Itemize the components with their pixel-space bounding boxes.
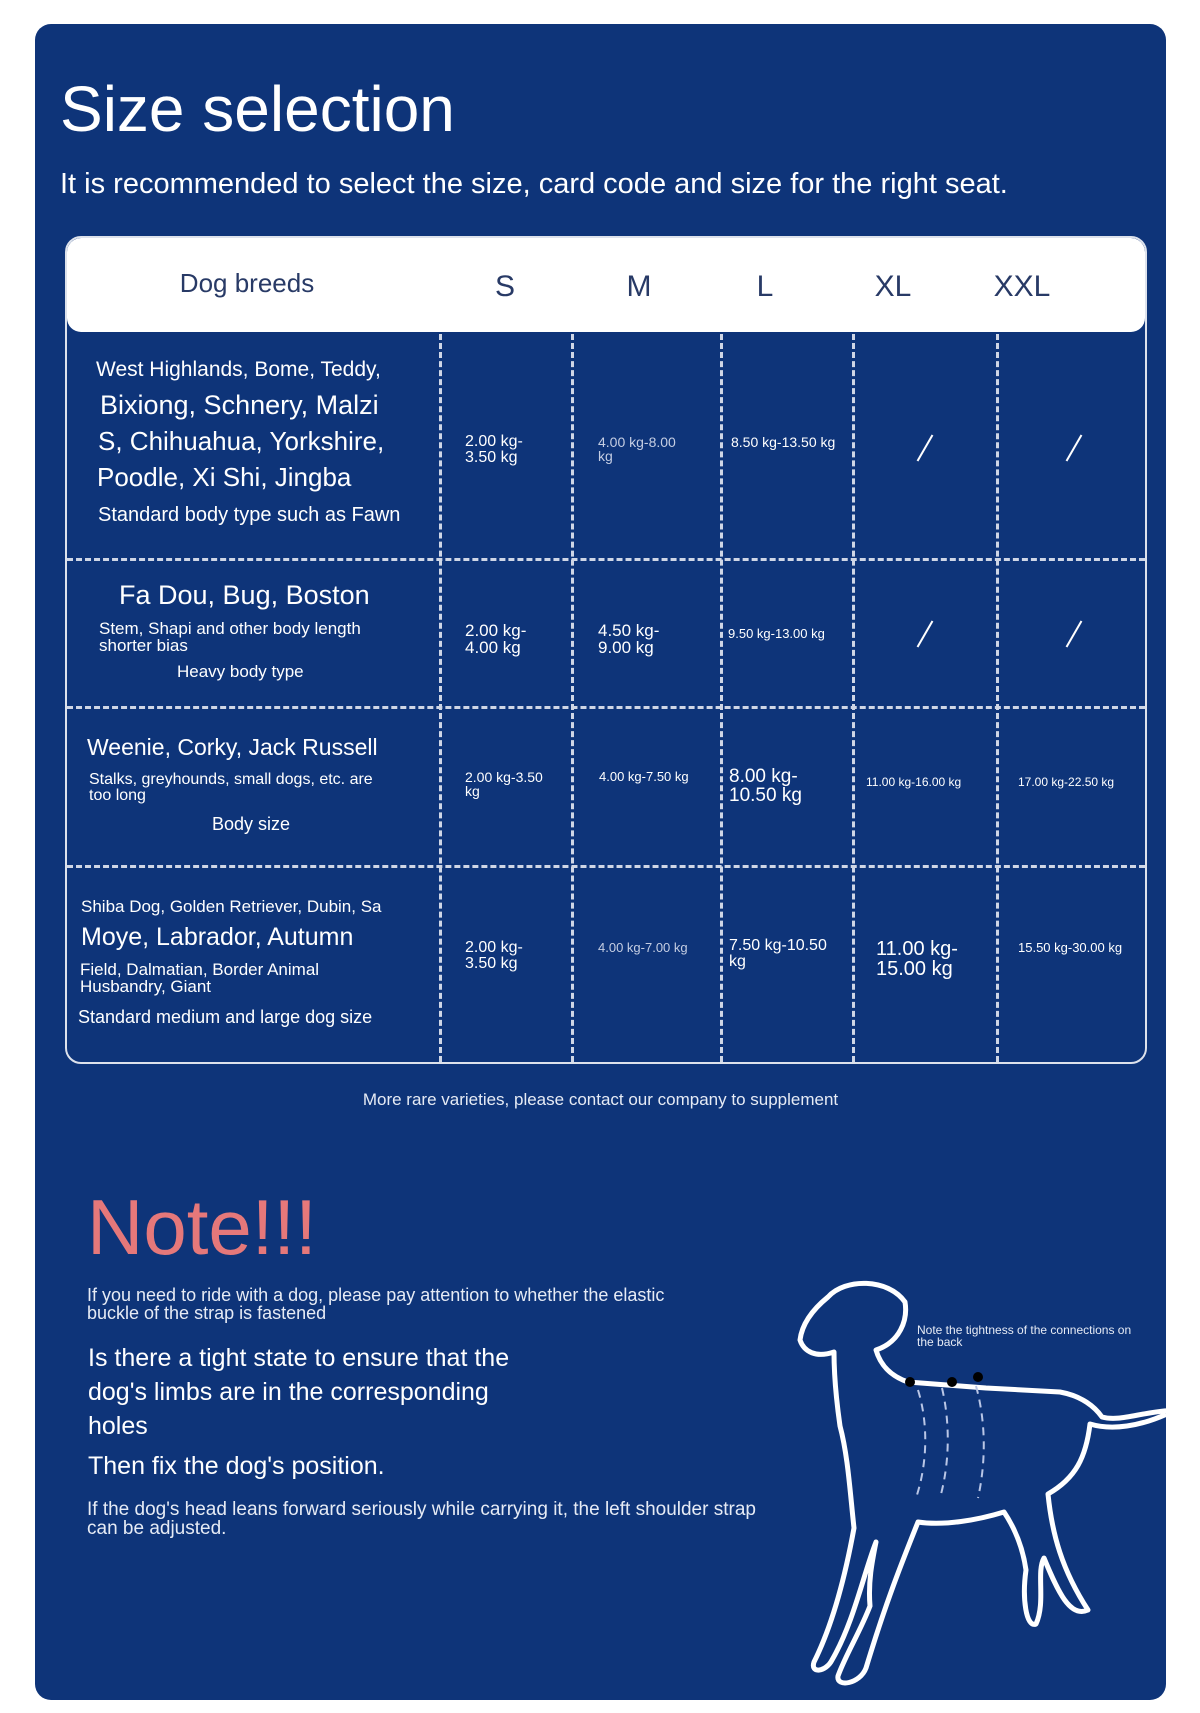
breed-line: Fa Dou, Bug, Boston [119, 580, 370, 610]
harness-dot-icon [973, 1372, 983, 1382]
harness-dot-icon [947, 1377, 957, 1387]
size-m-value: 4.00 kg-7.00 kg [598, 940, 688, 955]
column-header-dog-breeds: Dog breeds [179, 268, 315, 298]
not-available-slash [1066, 621, 1083, 648]
table-row [67, 558, 1145, 706]
breed-line: Shiba Dog, Golden Retriever, Dubin, Sa [81, 897, 382, 916]
table-row [67, 865, 1145, 1062]
note-title: Note!!! [87, 1183, 317, 1271]
breed-line: Moye, Labrador, Autumn [81, 923, 354, 951]
body-type: Standard body type such as Fawn [98, 504, 401, 526]
body-type: Heavy body type [177, 662, 304, 681]
size-l-value: 9.50 kg-13.00 kg [728, 626, 825, 641]
size-l-value: 7.50 kg-10.50 kg [729, 937, 827, 970]
breed-line: Bixiong, Schnery, Malzi [100, 390, 379, 420]
note-shoulder-strap-text: If the dog's head leans forward seriously while carrying it, the left shoulder strap can be adjusted. [87, 1499, 756, 1539]
size-l-value: 8.00 kg-10.50 kg [729, 766, 802, 806]
note-strap-text: If you need to ride with a dog, please pay attention to whether the elastic buckle of the strap is fastened [87, 1285, 665, 1323]
page-subtitle: It is recommended to select the size, card code and size for the right seat. [60, 168, 1008, 200]
column-header-s: S [494, 270, 516, 303]
breed-line: Weenie, Corky, Jack Russell [87, 734, 378, 760]
breed-line: Field, Dalmatian, Border Animal Husbandry, Giant [80, 960, 320, 996]
size-s-value: 2.00 kg-3.50 kg [465, 939, 523, 972]
harness-dot-icon [905, 1377, 915, 1387]
breed-line: S, Chihuahua, Yorkshire, [98, 426, 385, 456]
size-table [65, 236, 1147, 1064]
not-available-slash [917, 621, 934, 648]
breed-line: Poodle, Xi Shi, Jingba [97, 462, 352, 492]
table-row [67, 334, 1145, 558]
table-header-row [67, 238, 1145, 332]
size-xl-value: 11.00 kg-16.00 kg [866, 775, 962, 789]
breed-line: West Highlands, Bome, Teddy, [96, 358, 381, 381]
size-xxl-value: 17.00 kg-22.50 kg [1018, 775, 1115, 789]
size-guide-panel [35, 24, 1166, 1700]
not-available-slash [917, 435, 934, 462]
size-m-value: 4.00 kg-7.50 kg [599, 769, 689, 784]
size-m-value: 4.00 kg-8.00 kg [598, 434, 676, 464]
body-type: Standard medium and large dog size [78, 1007, 373, 1027]
body-type: Body size [212, 814, 291, 834]
size-xxl-value: 15.50 kg-30.00 kg [1018, 940, 1123, 955]
size-s-value: 2.00 kg-3.50 kg [465, 433, 523, 466]
table-footnote: More rare varieties, please contact our company to supplement [362, 1090, 839, 1109]
breed-line: Stem, Shapi and other body length shorter bias [99, 619, 361, 655]
size-l-value: 8.50 kg-13.50 kg [731, 434, 836, 450]
note-fix-position-text: Then fix the dog's position. [88, 1452, 385, 1480]
column-header-xl: XL [874, 270, 912, 303]
column-header-m: M [626, 270, 652, 303]
table-row [67, 706, 1145, 865]
not-available-slash [1066, 435, 1083, 462]
column-header-l: L [756, 270, 774, 303]
column-header-xxl: XXL [993, 270, 1051, 303]
note-tight-state-text: Is there a tight state to ensure that the dog's limbs are in the corresponding holes [88, 1344, 510, 1440]
diagram-caption: Note the tightness of the connections on the back [917, 1323, 1132, 1349]
page-title: Size selection [60, 73, 455, 145]
size-xl-value: 11.00 kg-15.00 kg [876, 938, 958, 980]
size-s-value: 2.00 kg-4.00 kg [465, 621, 527, 657]
size-s-value: 2.00 kg-3.50 kg [465, 769, 543, 799]
breed-line: Stalks, greyhounds, small dogs, etc. are too long [89, 771, 373, 804]
size-m-value: 4.50 kg-9.00 kg [598, 621, 660, 657]
